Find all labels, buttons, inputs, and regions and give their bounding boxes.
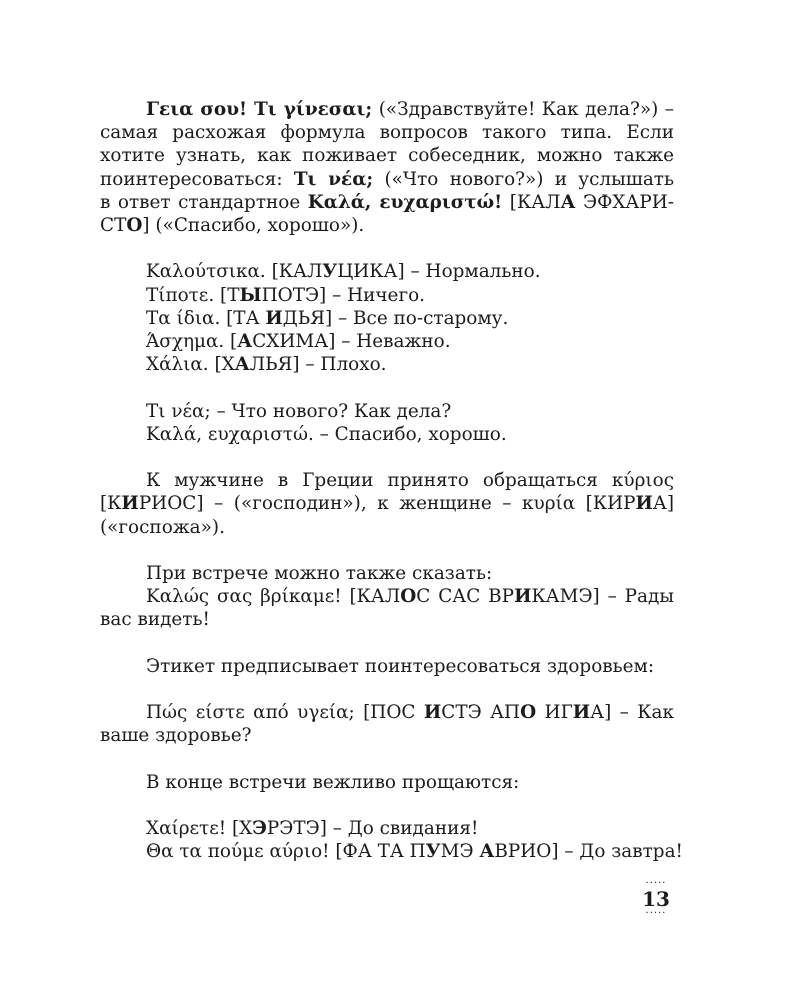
list-item: Χάλια. [ХАЛЬЯ] – Плохо. [146,354,387,376]
list-item: Τα ίδια. [ТА ИДЬЯ] – Все по-старому. [146,307,509,329]
paragraph-etiquette [100,655,674,678]
text-line: («госпожа»). [100,516,225,538]
response-list [100,260,674,376]
paragraph-address [100,469,674,539]
text-line: хотите узнать, как поживает собеседник, можно также [100,145,674,167]
text-line: ваше здоровье? [100,725,252,747]
list-item: Τίποτε. [ТЫПОТЭ] – Ничего. [146,284,425,306]
paragraph-greeting [100,98,674,237]
greek-phrase: Γεια σου! Τι γίνεσαι; [146,99,373,120]
text-line: [КИРИОС] – («господин»), к женщине – κυρία [КИРИА] [100,493,674,515]
list-item: Χαίρετε! [ХЭРЭТЭ] – До свидания! [146,818,479,840]
text-line: Πώς είστε από υγεία; [ПОС ИСТЭ АПО ИГИА] – Как [146,702,674,724]
page-body [100,98,683,864]
text-line: СТО] («Спасибо, хорошо»). [100,215,365,237]
list-item: Άσχημα. [АСХИМА] – Неважно. [146,331,451,353]
text-line: Этикет предписывает поинтересоваться здоровьем: [146,655,655,677]
text-line: в ответ стандартное Καλά, ευχαριστώ! [КАЛА ЭФХАРИ- [100,191,674,213]
text-line: Γεια σου! Τι γίνεσαι; («Здравствуйте! Как дела?») – [146,99,674,120]
paragraph-farewell-intro [100,771,674,794]
dialog-example [100,400,674,446]
page-number: ····· 13 ····· [636,880,676,918]
page-number-dots-bottom: ····· [645,908,667,919]
dialog-line: Καλά, ευχαριστώ. – Спасибо, хорошо. [146,423,507,445]
list-item: Θα τα πούμε αύριο! [ФА ТА ПУМЭ АВРИО] – До завтра! [146,841,683,863]
page-number-dots-top: ····· [645,878,667,889]
text-line: поинтересоваться: Τι νέα; («Что нового?») и услышать [100,168,674,190]
text-line: В конце встречи вежливо прощаются: [146,771,520,793]
text-line: вас видеть! [100,609,210,631]
paragraph-meeting [100,562,674,632]
greek-phrase: Τι νέα; [293,168,374,190]
text-line: Καλώς σας βρίκαμε! [КАЛОС САС ВРИКАМЭ] – Рады [146,586,674,608]
paragraph-health [100,701,674,747]
text-line: При встрече можно также сказать: [146,563,493,584]
dialog-line: Τι νέα; – Что нового? Как дела? [146,400,452,422]
greek-phrase: Καλά, ευχαριστώ! [307,191,503,213]
farewell-list [100,817,683,863]
text-line: самая расхожая формула вопросов такого типа. Если [100,122,674,144]
text-line: К мужчине в Греции принято обращаться κύριος [146,470,674,492]
list-item: Καλούτσικα. [КАЛУЦИКА] – Нормально. [146,261,541,283]
